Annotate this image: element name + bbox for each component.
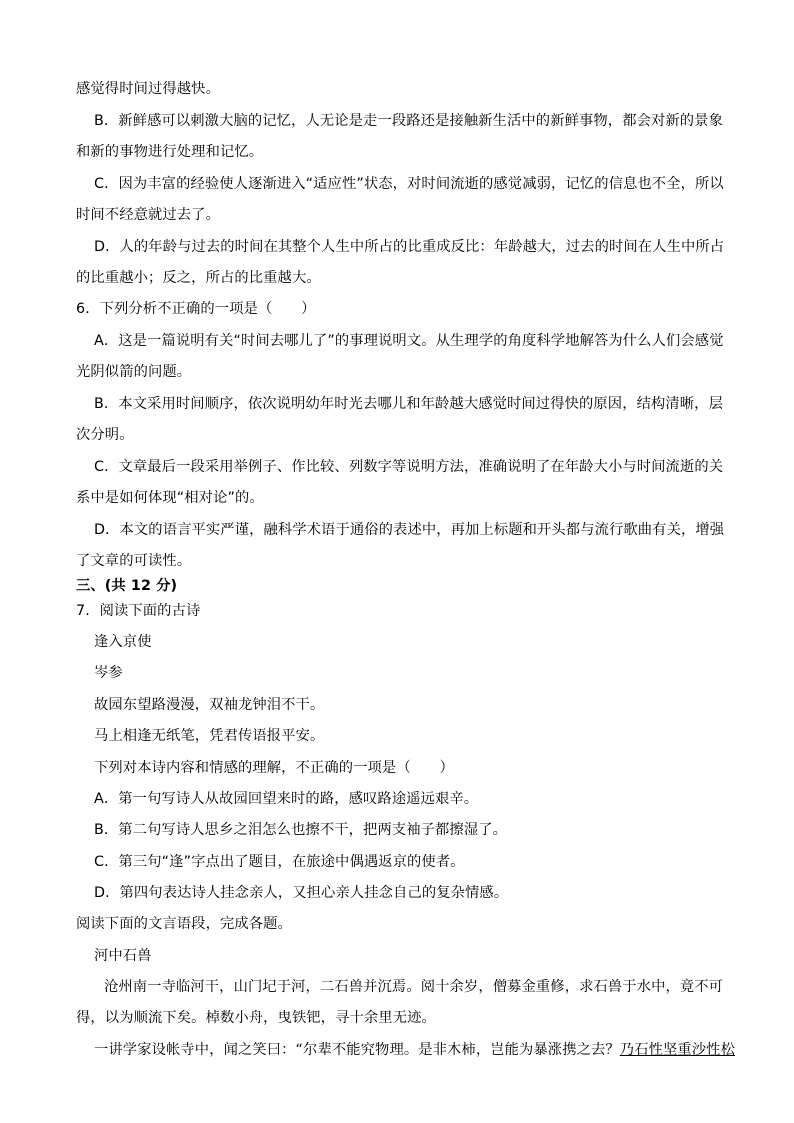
- text-line: C．因为丰富的经验使人逐渐进入“适应性”状态，对时间流逝的感觉减弱，记忆的信息也不全，所以: [94, 176, 724, 192]
- option-c: C．文章最后一段采用举例子、作比较、列数字等说明方法，准确说明了在年龄大小与时间流逝的关: [94, 459, 724, 475]
- poem-title: 逢入京使: [94, 634, 152, 650]
- text-line: 光阴似箭的问题。: [76, 364, 192, 380]
- option-b: B．第二句写诗人思乡之泪怎么也擦不干，把两支袖子都擦湿了。: [94, 822, 508, 838]
- question-7-stem: 7．阅读下面的古诗: [76, 603, 201, 619]
- poem-line: 马上相逢无纸笔，凭君传语报平安。: [94, 728, 325, 744]
- poem-line: 故园东望路漫漫，双袖龙钟泪不干。: [94, 697, 325, 713]
- text-line: 的比重越小；反之，所占的比重越大。: [76, 270, 321, 286]
- text-line: B．新鲜感可以刺激大脑的记忆，人无论是走一段路还是接触新生活中的新鲜事物，都会对新的景象: [94, 113, 723, 129]
- option-b: B．本文采用时间顺序，依次说明幼年时光去哪儿和年龄越大感觉时间过得快的原因，结构清晰，层: [94, 396, 723, 412]
- text-line: 系中是如何体现“相对论”的。: [76, 490, 264, 506]
- option-a: A．这是一篇说明有关“时间去哪儿了”的事理说明文。从生理学的角度科学地解答为什么人们会感觉: [94, 333, 724, 349]
- underlined-text: 乃石性坚重沙性松: [619, 1042, 735, 1058]
- question-stem: 下列对本诗内容和情感的理解，不正确的一项是（ ）: [94, 760, 454, 776]
- text-line: 和新的事物进行处理和记忆。: [76, 144, 264, 160]
- text-line: 次分明。: [76, 427, 134, 443]
- option-d: D．本文的语言平实严谨，融科学术语于通俗的表述中，再加上标题和开头都与流行歌曲有关，增强: [94, 522, 725, 538]
- text-line: 时间不经意就过去了。: [76, 207, 220, 223]
- passage-line: 沧州南一寺临河干，山门圮于河，二石兽并沉焉。阅十余岁，僧募金重修，求石兽于水中，竟不可: [104, 979, 724, 995]
- poem-author: 岑参: [94, 665, 123, 681]
- text-line: 感觉得时间过得越快。: [76, 81, 220, 97]
- section-heading: 三、(共 12 分): [76, 578, 178, 594]
- passage-line: [94, 1040, 735, 1060]
- text-line: D．人的年龄与过去的时间在其整个人生中所占的比重成反比：年龄越大，过去的时间在人生中所占: [94, 239, 725, 255]
- passage-title: 河中石兽: [94, 948, 152, 964]
- passage-text: 一讲学家设帐寺中，闻之笑曰：“尔辈不能究物理。是非木柿，岂能为暴涨携之去？: [94, 1042, 620, 1058]
- option-c: C．第三句“逢”字点出了题目，在旅途中偶遇返京的使者。: [94, 854, 465, 870]
- option-a: A．第一句写诗人从故园回望来时的路，感叹路途遥远艰辛。: [94, 791, 479, 807]
- reading-instruction: 阅读下面的文言语段，完成各题。: [76, 916, 292, 932]
- text-line: 了文章的可读性。: [76, 553, 192, 569]
- option-d: D．第四句表达诗人挂念亲人，又担心亲人挂念自己的复杂情感。: [94, 885, 509, 901]
- question-6-stem: 6．下列分析不正确的一项是（ ）: [76, 301, 316, 317]
- passage-line: 得，以为顺流下矣。棹数小舟，曳铁钯，寻十余里无迹。: [76, 1010, 436, 1026]
